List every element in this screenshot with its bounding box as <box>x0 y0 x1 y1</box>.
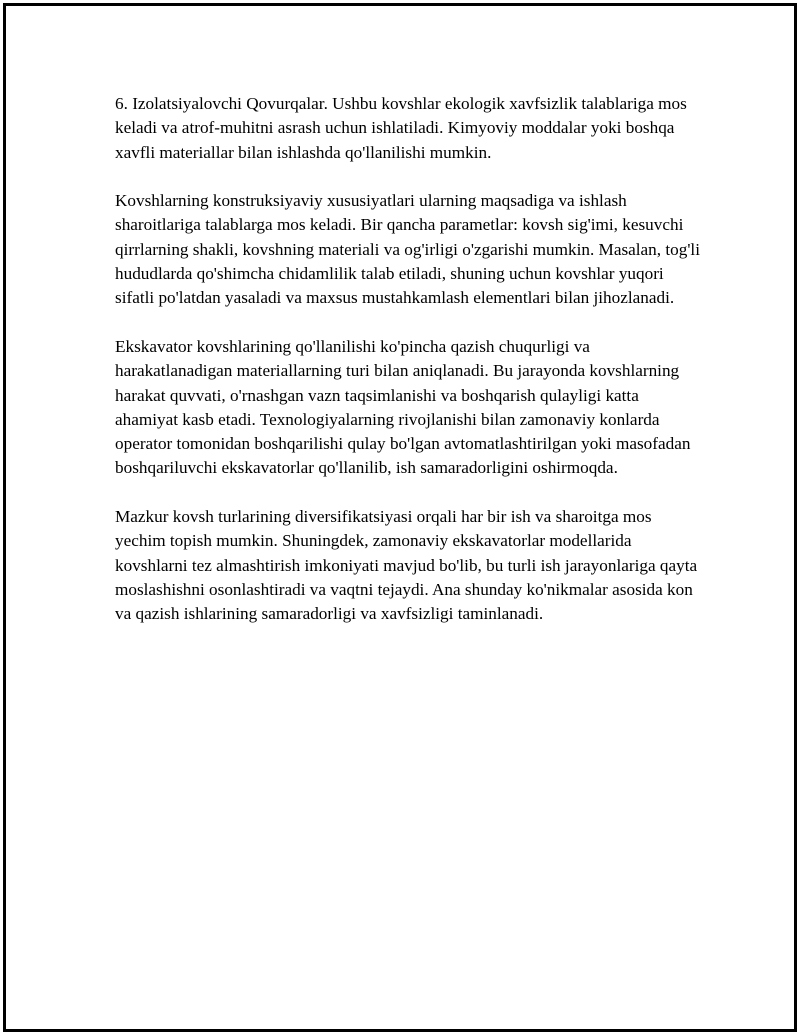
document-body <box>115 92 700 651</box>
paragraph-insulating-buckets: 6. Izolatsiyalovchi Qovurqalar. Ushbu kovshlar ekologik xavfsizlik talablariga mos keladi va atrof-muhitni asrash uchun ishlatiladi. Kimyoviy moddalar yoki boshqa xavfli materiallar bilan ishlashda qo'llanilishi mumkin. <box>115 94 687 162</box>
paragraph-excavator-application: Ekskavator kovshlarining qo'llanilishi ko'pincha qazish chuqurligi va harakatlanadigan materiallarning turi bilan aniqlanadi. Bu jarayonda kovshlarning harakat quvvati, o'rnashgan vazn taqsimlanishi va boshqarish qulayligi katta ahamiyat kasb etadi. Texnologiyalarning rivojlanishi bilan zamonaviy konlarda operator tomonidan boshqarilishi qulay bo'lgan avtomatlashtirilgan yoki masofadan boshqariluvchi ekskavatorlar qo'llanilib, ish samaradorligini oshirmoqda. <box>115 336 691 478</box>
paragraph-diversification: Mazkur kovsh turlarining diversifikatsiyasi orqali har bir ish va sharoitga mos yechim topish mumkin. Shuningdek, zamonaviy ekskavatorlar modellarida kovshlarni tez almashtirish imkoniyati mavjud bo'lib, bu turli ish jarayonlariga qayta moslashishni osonlashtiradi va vaqtni tejaydi. Ana shunday ko'nikmalar asosida kon va qazish ishlarining samaradorligi va xavfsizligi taminlanadi. <box>115 507 698 624</box>
paragraph-design-features: Kovshlarning konstruksiyaviy xususiyatlari ularning maqsadiga va ishlash sharoitlariga talablarga mos keladi. Bir qancha parametlar: kovsh sig'imi, kesuvchi qirrlarning shakli, kovshning materiali va og'irligi o'zgarishi mumkin. Masalan, tog'li hududlarda qo'shimcha chidamlilik talab etiladi, shuning uchun kovshlar yuqori sifatli po'latdan yasaladi va maxsus mustahkamlash elementlari bilan jihozlanadi. <box>115 191 700 308</box>
